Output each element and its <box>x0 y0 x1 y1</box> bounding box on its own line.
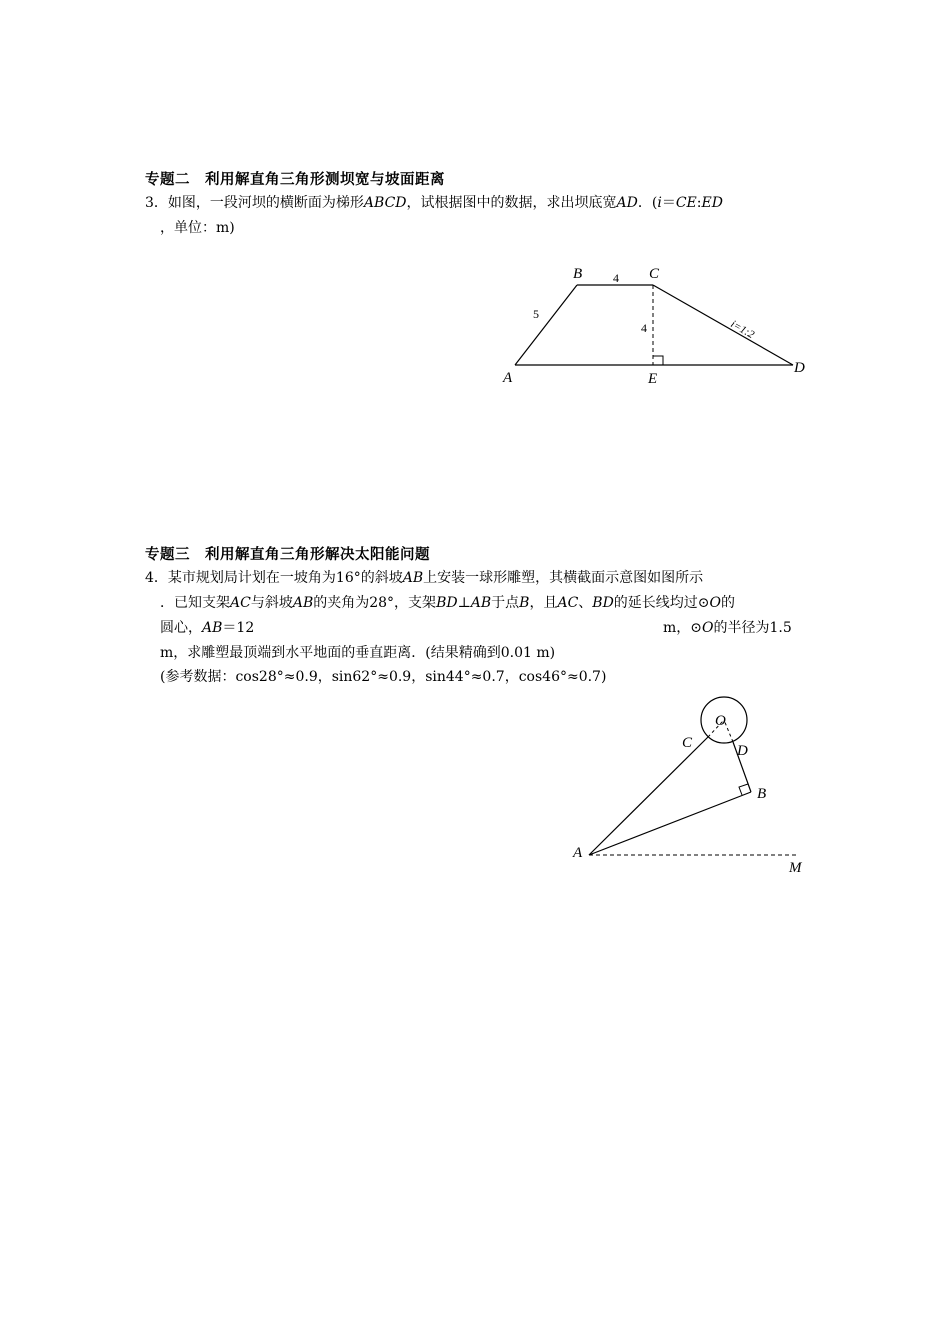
length-label-BC: 4 <box>613 271 619 285</box>
point-label-E: E <box>648 371 658 387</box>
q3-text-line1: 3．如图，一段河坝的横断面为梯形ABCD，试根据图中的数据，求出坝底宽AD．(i＝CE:ED <box>145 195 723 211</box>
q4-text-line1: 4．某市规划局计划在一坡角为16°的斜坡AB上安装一球形雕塑，其横截面示意图如图所示 <box>145 570 704 586</box>
point-label-O: O <box>715 713 726 729</box>
q4-text-line4: m，求雕塑最顶端到水平地面的垂直距离．(结果精确到0.01 m) <box>160 645 556 661</box>
q3-text-line2: ，单位：m) <box>160 220 235 236</box>
point-label-C2: C <box>682 735 693 751</box>
point-label-D2: D <box>737 743 748 759</box>
point-label-A: A <box>503 370 513 386</box>
point-label-D: D <box>794 360 805 376</box>
slope-label: i=1:2 <box>728 318 757 342</box>
trapezoid-figure <box>495 258 825 393</box>
length-label-CE: 4 <box>641 321 647 335</box>
q4-text-line2: ．已知支架AC与斜坡AB的夹角为28°，支架BD⊥AB于点B，且AC、BD的延长线均过⊙O的 <box>160 595 736 611</box>
point-label-B: B <box>573 266 583 282</box>
q4-text-line3a: 圆心，AB＝12 <box>160 620 255 636</box>
section3-heading: 专题三 利用解直角三角形解决太阳能问题 <box>145 547 430 563</box>
q4-text-line3b: m，⊙O的半径为1.5 <box>663 620 792 636</box>
section2-heading: 专题二 利用解直角三角形测坝宽与坡面距离 <box>145 172 445 188</box>
sculpture-figure <box>565 690 815 880</box>
point-label-M: M <box>789 860 802 876</box>
length-label-AB: 5 <box>533 307 539 321</box>
point-label-B2: B <box>757 786 767 802</box>
point-label-C: C <box>649 266 660 282</box>
point-label-A2: A <box>573 845 583 861</box>
q4-text-line5: (参考数据：cos28°≈0.9，sin62°≈0.9，sin44°≈0.7，cos46°≈0.7) <box>160 669 607 685</box>
